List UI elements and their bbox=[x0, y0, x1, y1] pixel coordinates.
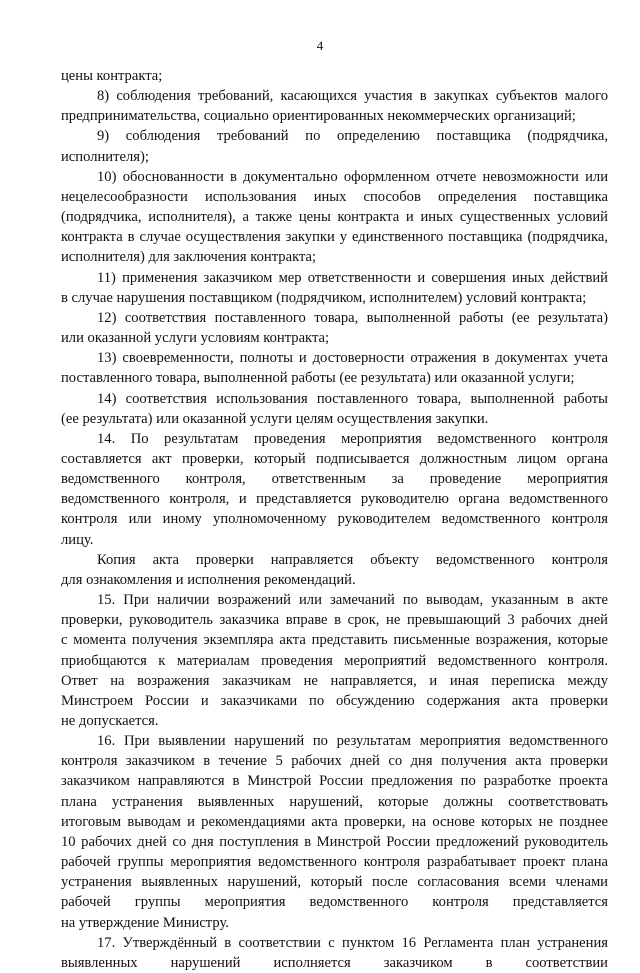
text-line: Ответ на возражения заказчикам не направляется, и иная переписка между bbox=[61, 672, 608, 689]
text-line: нецелесообразности использования иных способов определения поставщика bbox=[61, 188, 608, 205]
text-line: 11) применения заказчиком мер ответственности и совершения иных действий bbox=[97, 269, 608, 286]
text-line: 8) соблюдения требований, касающихся участия в закупках субъектов малого bbox=[97, 88, 608, 105]
text-line: выявленных нарушений исполняется заказчиком в соответствии bbox=[61, 954, 608, 971]
text-line: или оказанной услуги условиям контракта; bbox=[61, 330, 330, 347]
text-line: ведомственного контроля, и представляется руководителю органа ведомственного bbox=[61, 491, 608, 508]
text-line: Минстроем России и заказчиками по обсуждению содержания акта проверки bbox=[61, 692, 608, 709]
text-line: контроля заказчиком в течение 5 рабочих дней со дня получения акта проверки bbox=[61, 753, 608, 770]
text-line: исполнителя) для заключения контракта; bbox=[61, 249, 317, 266]
text-line: ведомственного контроля, ответственным за проведение мероприятия bbox=[61, 471, 608, 488]
text-line: 14) соответствия использования поставленного товара, выполненной работы bbox=[97, 390, 608, 407]
text-line: не допускается. bbox=[61, 713, 159, 729]
text-line: 16. При выявлении нарушений по результатам мероприятия ведомственного bbox=[97, 733, 608, 750]
text-line: цены контракта; bbox=[61, 68, 163, 84]
text-line: плана устранения выявленных нарушений, которые должны соответствовать bbox=[61, 793, 608, 810]
text-line: 15. При наличии возражений или замечаний по выводам, указанным в акте bbox=[97, 592, 608, 609]
text-line: рабочей группы мероприятия ведомственного контроля представляется bbox=[61, 894, 608, 911]
text-line: предпринимательства, социально ориентированных некоммерческих организаций; bbox=[61, 108, 576, 125]
text-line: итоговым выводам и рекомендациями акта проверки, на основе которых не позднее bbox=[61, 813, 608, 830]
text-line: поставленного товара, выполненной работы (ее результата) или оказанной услуги; bbox=[61, 370, 575, 387]
text-line: контроля или иному уполномоченному руководителем ведомственного контроля bbox=[61, 511, 608, 528]
text-line: Копия акта проверки направляется объекту ведомственного контроля bbox=[97, 551, 608, 568]
text-line: приобщаются к материалам проведения мероприятий ведомственного контроля. bbox=[61, 652, 608, 669]
text-line: 12) соответствия поставленного товара, выполненной работы (ее результата) bbox=[97, 309, 608, 326]
text-line: для ознакомления и исполнения рекомендаций. bbox=[61, 571, 356, 588]
page-number: 4 bbox=[316, 38, 324, 53]
text-line: 10 рабочих дней со дня поступления в Минстрой России предложений руководитель bbox=[61, 833, 608, 850]
text-line: исполнителя); bbox=[61, 148, 149, 165]
text-line: 14. По результатам проведения мероприятия ведомственного контроля bbox=[97, 430, 608, 447]
text-line: проверки, руководитель заказчика вправе в срок, не превышающий 3 рабочих дней bbox=[61, 612, 608, 629]
text-line: (ее результата) или оказанной услуги целям осуществления закупки. bbox=[61, 410, 489, 427]
text-line: (подрядчика, исполнителя), а также цены контракта и иных существенных условий bbox=[61, 209, 608, 226]
text-line: 9) соблюдения требований по определению поставщика (подрядчика, bbox=[97, 128, 608, 145]
text-line: рабочей группы мероприятия ведомственного контроля разрабатывает проект плана bbox=[61, 854, 608, 871]
text-line: в случае нарушения поставщиком (подрядчиком, исполнителем) условий контракта; bbox=[61, 289, 587, 306]
text-line: заказчиком направляются в Минстрой России предложения по разработке проекта bbox=[61, 773, 608, 790]
text-line: 13) своевременности, полноты и достоверности отражения в документах учета bbox=[97, 350, 608, 367]
text-line: составляется акт проверки, который подписывается должностным лицом органа bbox=[61, 450, 608, 467]
text-line: на утверждение Министру. bbox=[61, 914, 229, 931]
text-line: устранения выявленных нарушений, который после согласования всеми членами bbox=[61, 874, 608, 891]
text-line: 17. Утверждённый в соответствии с пунктом 16 Регламента план устранения bbox=[97, 934, 608, 951]
text-line: лицу. bbox=[61, 531, 94, 548]
body-text bbox=[61, 66, 608, 973]
text-line: 10) обоснованности в документально оформленном отчете невозможности или bbox=[97, 168, 608, 185]
text-line: контракта в случае осуществления закупки у единственного поставщика (подрядчика, bbox=[61, 229, 608, 246]
text-line: с момента получения экземпляра акта представить письменные возражения, которые bbox=[61, 632, 608, 649]
